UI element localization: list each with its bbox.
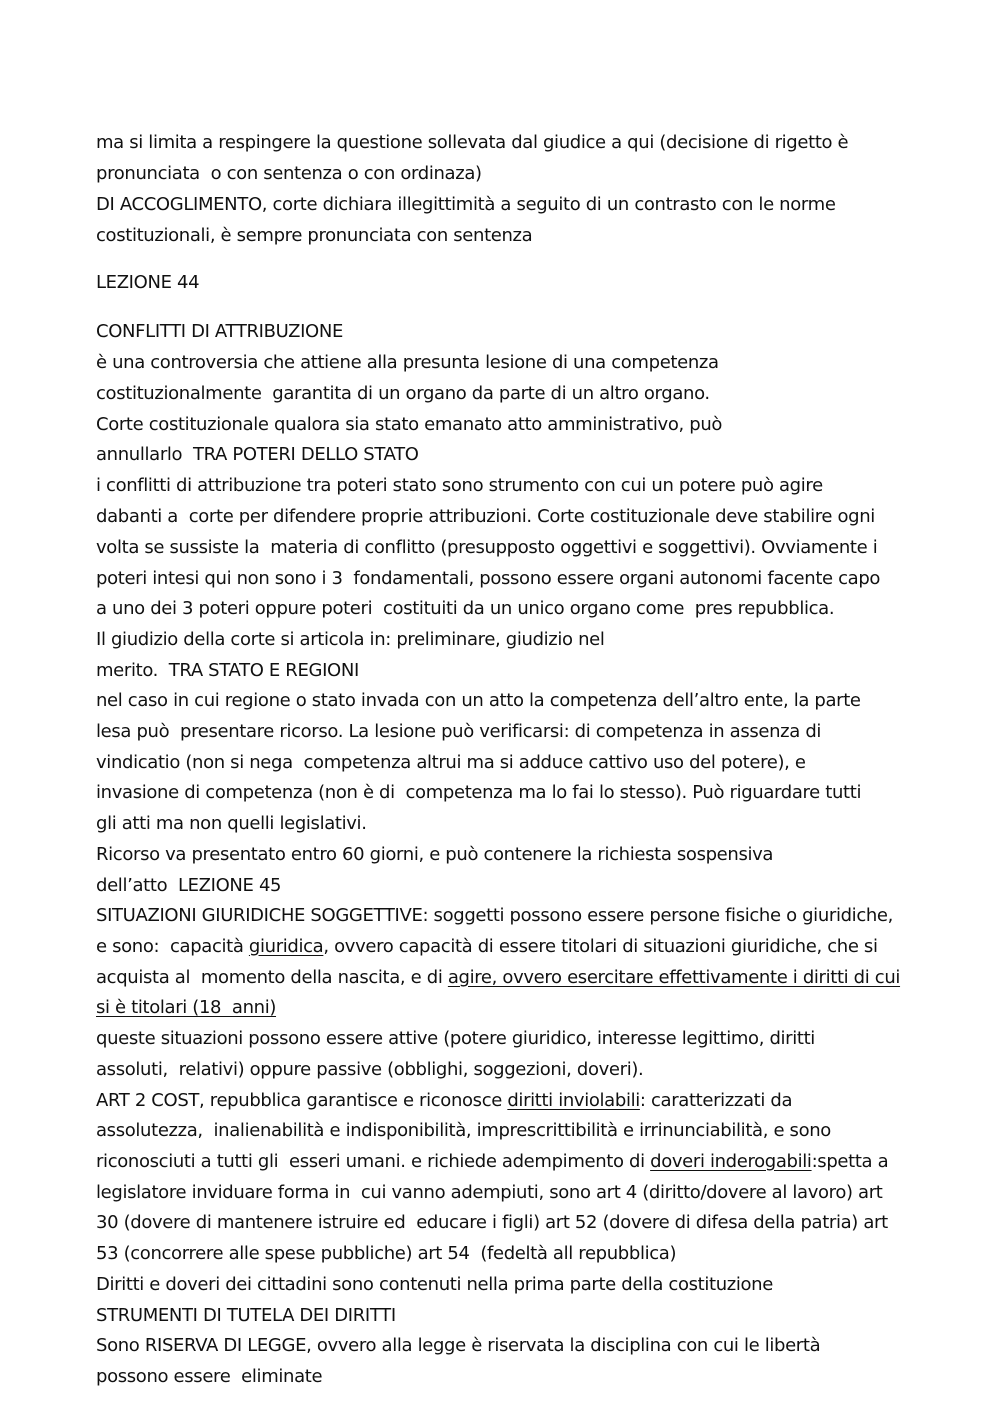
underlined-text: giuridica bbox=[248, 936, 324, 957]
line-text: possono essere eliminate bbox=[96, 1366, 323, 1387]
text-line bbox=[96, 321, 343, 343]
line-text: assoluti, relativi) oppure passive (obblighi, soggezioni, doveri). bbox=[96, 1059, 644, 1080]
line-text: pronunciata o con sentenza o con ordinaza) bbox=[96, 163, 482, 184]
text-line bbox=[96, 414, 722, 436]
text-line bbox=[96, 352, 719, 374]
text-line bbox=[96, 163, 482, 185]
line-text: Ricorso va presentato entro 60 giorni, e può contenere la richiesta sospensiva bbox=[96, 844, 774, 865]
text-line bbox=[96, 1090, 792, 1112]
line-text: ART 2 COST, repubblica garantisce e riconosce bbox=[96, 1090, 508, 1111]
line-text: volta se sussiste la materia di conflitto (presupposto oggettivi e soggettivi). Ovviamente i bbox=[96, 537, 878, 558]
text-line bbox=[96, 967, 900, 989]
text-line bbox=[96, 1028, 815, 1050]
line-text: dabanti a corte per difendere proprie attribuzioni. Corte costituzionale deve stabilire ogni bbox=[96, 506, 875, 527]
line-text: , ovvero capacità di essere titolari di situazioni giuridiche, che si bbox=[323, 936, 878, 957]
line-text: 30 (dovere di mantenere istruire ed educare i figli) art 52 (dovere di difesa della patria) art bbox=[96, 1212, 888, 1233]
underlined-text: agire, ovvero esercitare effettivamente i diritti di cui bbox=[447, 967, 901, 988]
text-line bbox=[96, 752, 806, 774]
line-text: costituzionali, è sempre pronunciata con sentenza bbox=[96, 225, 533, 246]
text-line bbox=[96, 1059, 643, 1081]
line-text: Diritti e doveri dei cittadini sono contenuti nella prima parte della costituzione bbox=[96, 1274, 773, 1295]
text-line bbox=[96, 1151, 888, 1173]
text-line bbox=[96, 568, 880, 590]
text-line bbox=[96, 1212, 888, 1234]
text-line bbox=[96, 1305, 396, 1327]
line-text: Il giudizio della corte si articola in: preliminare, giudizio nel bbox=[96, 629, 605, 650]
line-text: dell’atto LEZIONE 45 bbox=[96, 875, 282, 896]
underlined-text: si è titolari (18 anni) bbox=[96, 997, 277, 1018]
text-line bbox=[96, 383, 710, 405]
line-text: :spetta a bbox=[811, 1151, 889, 1172]
line-text: vindicatio (non si nega competenza altrui ma si adduce cattivo uso del potere), e bbox=[96, 752, 806, 773]
line-text: annullarlo TRA POTERI DELLO STATO bbox=[96, 444, 419, 465]
line-text: 53 (concorrere alle spese pubbliche) art 54 (fedeltà all repubblica) bbox=[96, 1243, 677, 1264]
line-text: è una controversia che attiene alla presunta lesione di una competenza bbox=[96, 352, 719, 373]
text-line bbox=[96, 905, 893, 927]
line-text: assolutezza, inalienabilità e indisponibilità, imprescrittibilità e irrinunciabilità, e sono bbox=[96, 1120, 831, 1141]
line-text: DI ACCOGLIMENTO, corte dichiara illegittimità a seguito di un contrasto con le norme bbox=[96, 194, 836, 215]
line-text: Corte costituzionale qualora sia stato emanato atto amministrativo, può bbox=[96, 414, 723, 435]
line-text: lesa può presentare ricorso. La lesione può verificarsi: di competenza in assenza di bbox=[96, 721, 822, 742]
text-line bbox=[96, 598, 834, 620]
text-line bbox=[96, 225, 532, 247]
line-text: acquista al momento della nascita, e di bbox=[96, 967, 448, 988]
line-text: riconosciuti a tutti gli esseri umani. e richiede adempimento di bbox=[96, 1151, 651, 1172]
line-text: costituzionalmente garantita di un organo da parte di un altro organo. bbox=[96, 383, 710, 404]
text-line bbox=[96, 1182, 882, 1204]
line-text: merito. TRA STATO E REGIONI bbox=[96, 660, 359, 681]
text-line bbox=[96, 537, 877, 559]
text-line bbox=[96, 660, 359, 682]
text-line bbox=[96, 1274, 773, 1296]
line-text: i conflitti di attribuzione tra poteri stato sono strumento con cui un potere può agire bbox=[96, 475, 823, 496]
underlined-text: doveri inderogabili bbox=[650, 1151, 812, 1172]
text-line bbox=[96, 1335, 820, 1357]
text-line bbox=[96, 721, 821, 743]
text-line bbox=[96, 936, 878, 958]
line-text: queste situazioni possono essere attive (potere giuridico, interesse legittimo, diritti bbox=[96, 1028, 815, 1049]
line-text: e sono: capacità bbox=[96, 936, 249, 957]
line-text: STRUMENTI DI TUTELA DEI DIRITTI bbox=[96, 1305, 396, 1326]
line-text: Sono RISERVA DI LEGGE, ovvero alla legge è riservata la disciplina con cui le libertà bbox=[96, 1335, 821, 1356]
text-line bbox=[96, 813, 367, 835]
text-line bbox=[96, 844, 773, 866]
text-line bbox=[96, 782, 861, 804]
line-text: CONFLITTI DI ATTRIBUZIONE bbox=[96, 321, 343, 342]
text-line bbox=[96, 1366, 322, 1388]
text-line bbox=[96, 194, 836, 216]
text-line bbox=[96, 629, 605, 651]
underlined-text: diritti inviolabili bbox=[507, 1090, 640, 1111]
line-text: legislatore inviduare forma in cui vanno adempiuti, sono art 4 (diritto/dovere al lavoro) art bbox=[96, 1182, 883, 1203]
text-line bbox=[96, 475, 823, 497]
line-text: invasione di competenza (non è di competenza ma lo fai lo stesso). Può riguardare tutti bbox=[96, 782, 862, 803]
line-text: SITUAZIONI GIURIDICHE SOGGETTIVE: soggetti possono essere persone fisiche o giuridiche, bbox=[96, 905, 894, 926]
text-line bbox=[96, 690, 861, 712]
text-line bbox=[96, 132, 848, 154]
text-line bbox=[96, 272, 199, 294]
text-line bbox=[96, 506, 875, 528]
text-line bbox=[96, 444, 419, 466]
line-text: a uno dei 3 poteri oppure poteri costituiti da un unico organo come pres repubblica. bbox=[96, 598, 835, 619]
line-text: LEZIONE 44 bbox=[96, 272, 200, 293]
text-line bbox=[96, 1120, 831, 1142]
line-text: ma si limita a respingere la questione sollevata dal giudice a qui (decisione di rigetto è bbox=[96, 132, 849, 153]
line-text: gli atti ma non quelli legislativi. bbox=[96, 813, 367, 834]
line-text: poteri intesi qui non sono i 3 fondamentali, possono essere organi autonomi facente capo bbox=[96, 568, 881, 589]
text-line bbox=[96, 875, 281, 897]
line-text: nel caso in cui regione o stato invada con un atto la competenza dell’altro ente, la parte bbox=[96, 690, 861, 711]
text-line bbox=[96, 997, 276, 1019]
line-text: : caratterizzati da bbox=[639, 1090, 793, 1111]
text-line bbox=[96, 1243, 676, 1265]
